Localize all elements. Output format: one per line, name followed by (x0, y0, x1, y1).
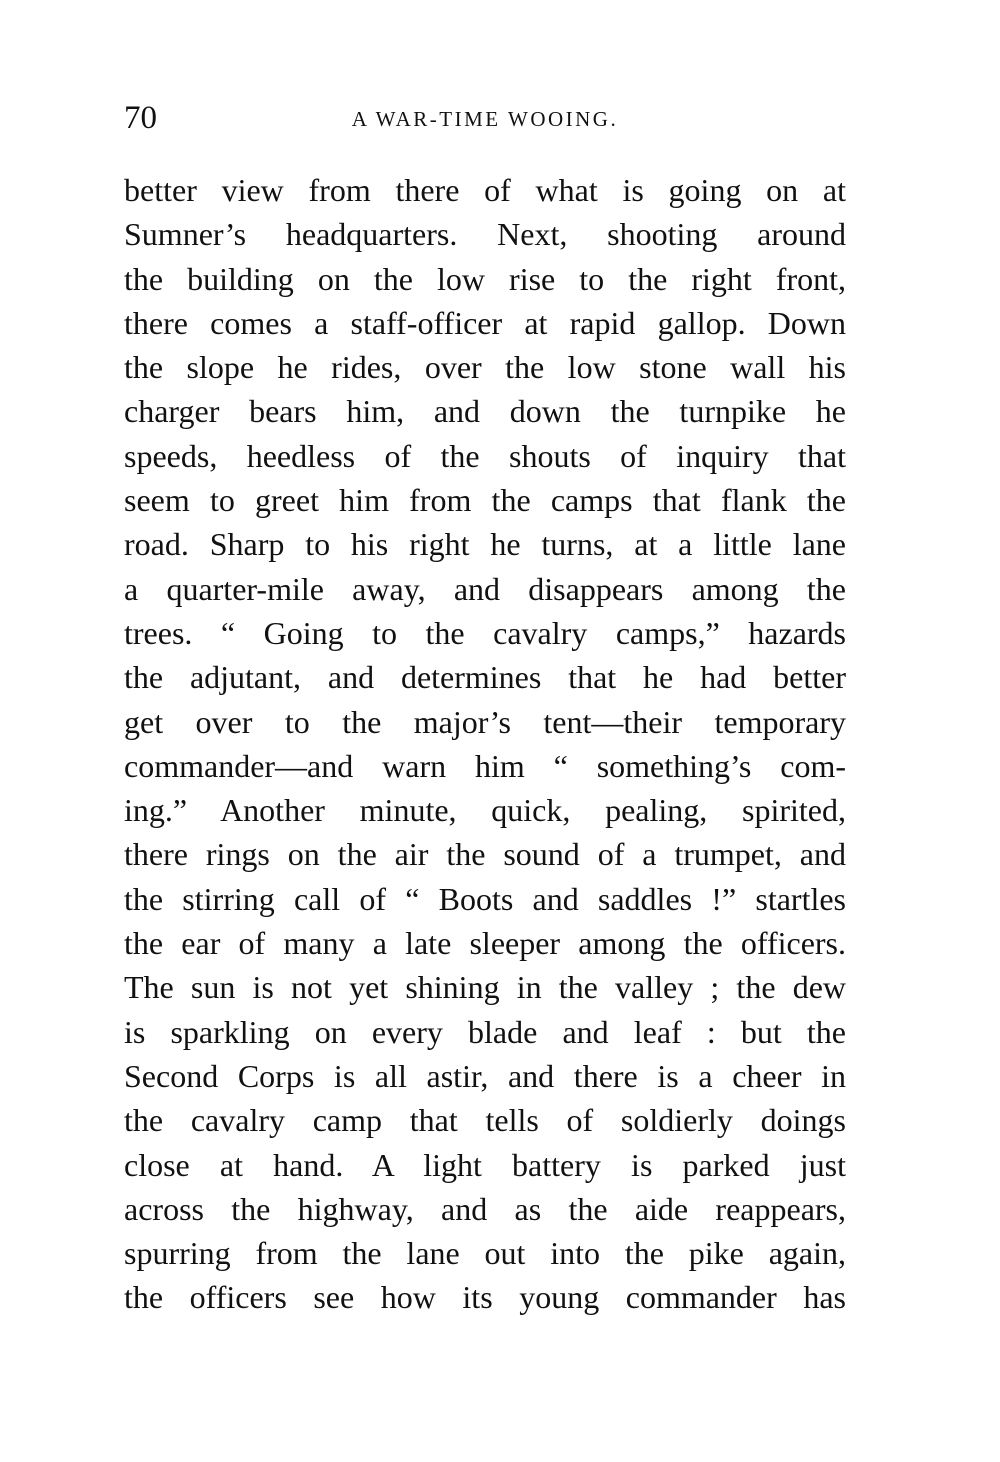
page-number: 70 (124, 100, 157, 136)
text-line: The sun is not yet shining in the valley ; the dew (124, 969, 846, 1006)
text-line: trees. “ Going to the cavalry camps,” hazards (124, 614, 846, 651)
body-text (124, 168, 846, 1320)
text-line: speeds, heedless of the shouts of inquiry that (124, 437, 846, 474)
running-head (124, 98, 846, 148)
text-line: is sparkling on every blade and leaf : but the (124, 1013, 846, 1050)
text-line: better view from there of what is going on at (124, 172, 846, 208)
running-title: A WAR-TIME WOOING. (351, 107, 619, 131)
text-line: Sumner’s headquarters. Next, shooting around (124, 216, 846, 253)
text-line: charger bears him, and down the turnpike he (124, 393, 846, 430)
text-line: a quarter-mile away, and disappears among the (124, 570, 846, 607)
text-line: there rings on the air the sound of a trumpet, and (124, 836, 846, 873)
text-line: the stirring call of “ Boots and saddles !” startles (124, 880, 846, 917)
text-line: Second Corps is all astir, and there is a cheer in (124, 1057, 846, 1094)
text-line: spurring from the lane out into the pike again, (124, 1235, 846, 1272)
text-line: there comes a staff-officer at rapid gallop. Down (124, 304, 846, 341)
text-line: ing.” Another minute, quick, pealing, spirited, (124, 792, 846, 829)
text-line: commander—and warn him “ something’s com- (124, 747, 846, 784)
text-line: the adjutant, and determines that he had better (124, 659, 846, 696)
text-line: get over to the major’s tent—their temporary (124, 703, 846, 740)
text-line: the building on the low rise to the right front, (124, 260, 846, 297)
text-line: road. Sharp to his right he turns, at a little lane (124, 526, 846, 563)
text-line: the ear of many a late sleeper among the officers. (124, 925, 846, 962)
text-line: across the highway, and as the aide reappears, (124, 1190, 846, 1227)
text-line: the officers see how its young commander has (124, 1279, 846, 1316)
text-line: close at hand. A light battery is parked just (124, 1146, 846, 1183)
text-line: the cavalry camp that tells of soldierly doings (124, 1102, 846, 1139)
text-line: seem to greet him from the camps that flank the (124, 482, 846, 519)
text-line: the slope he rides, over the low stone wall his (124, 349, 846, 386)
